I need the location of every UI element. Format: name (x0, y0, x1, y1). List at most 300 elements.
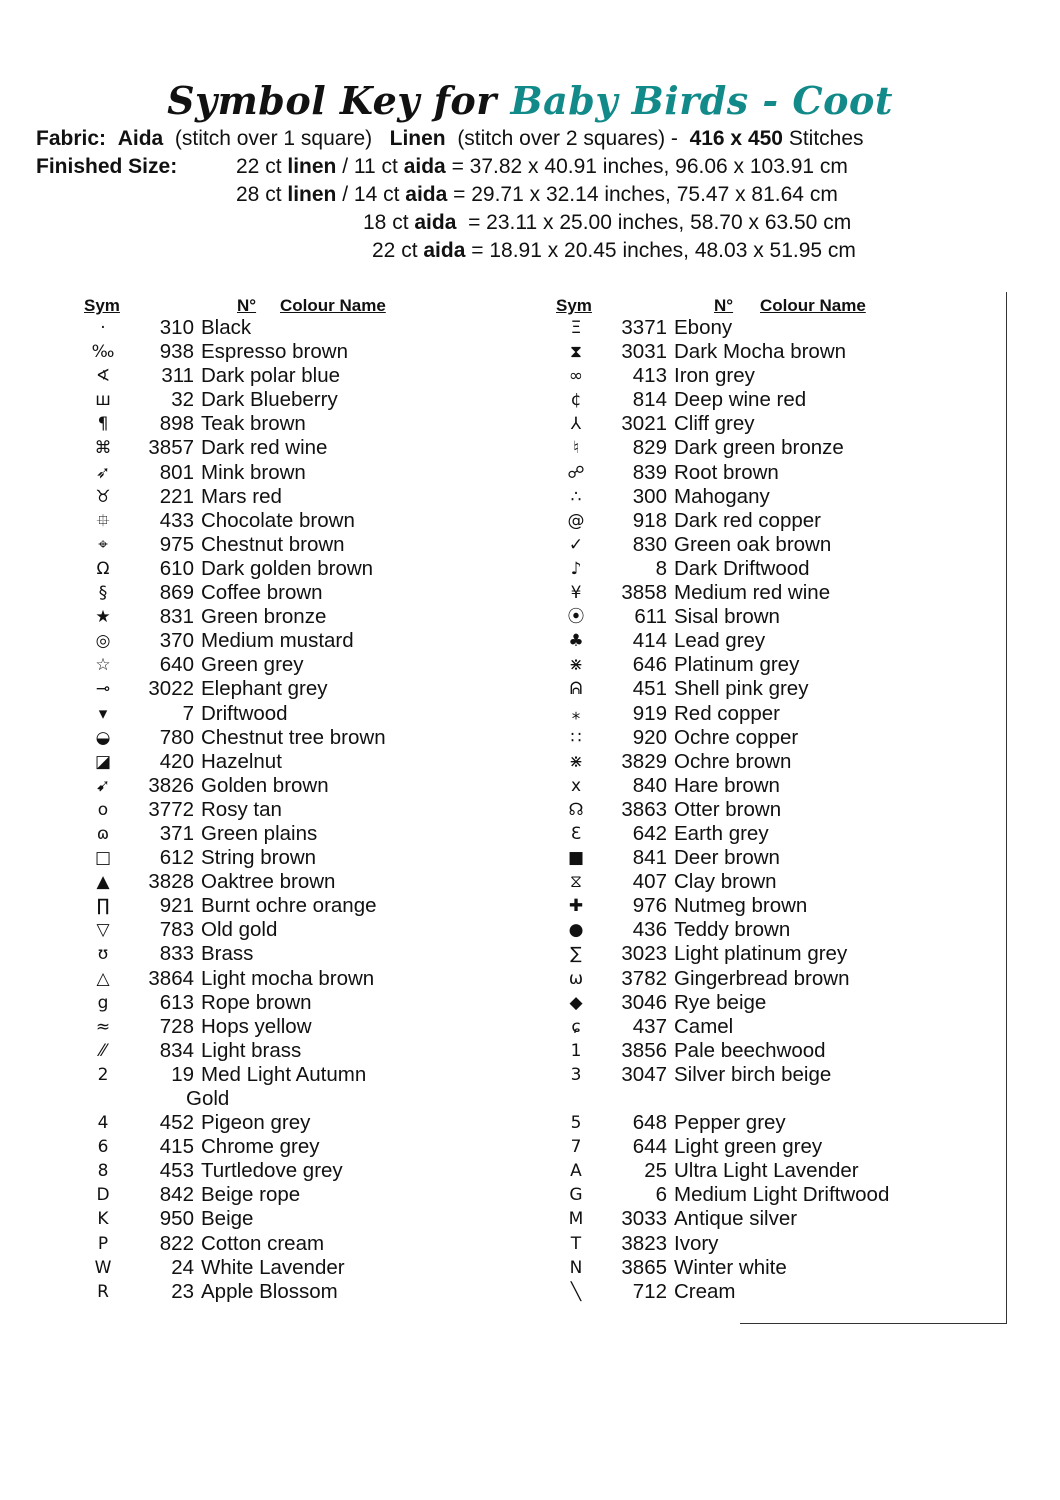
colour-name: Green grey (201, 653, 304, 677)
dmc-number: 3772 (148, 797, 194, 821)
colour-row (78, 1039, 386, 1063)
colour-row (551, 1111, 889, 1135)
colour-name: Cream (674, 1279, 736, 1303)
stitch-symbol: ʊ (97, 944, 109, 965)
colour-row (78, 1135, 386, 1159)
colour-name: Otter brown (674, 797, 782, 821)
dmc-number: 3863 (621, 797, 667, 821)
colour-name: Oaktree brown (201, 870, 336, 894)
stitch-symbol: ♉ (95, 486, 111, 507)
stitch-symbol: ♪ (570, 558, 582, 579)
colour-row (551, 316, 889, 340)
colour-name: Rope brown (201, 990, 312, 1014)
colour-name: Light green grey (674, 1135, 823, 1159)
colour-name: Hare brown (674, 773, 780, 797)
colour-row (551, 1015, 889, 1039)
stitch-symbol: D (96, 1185, 110, 1206)
colour-name: Teak brown (201, 412, 306, 436)
colour-row (551, 1087, 889, 1111)
dmc-number: 840 (632, 773, 667, 797)
dmc-number: 814 (632, 388, 667, 412)
colour-name: Dark Driftwood (674, 556, 810, 580)
stitch-symbol: ♮ (572, 438, 580, 459)
colour-row (551, 1159, 889, 1183)
dmc-number: 712 (632, 1279, 667, 1303)
colour-name: Nutmeg brown (674, 894, 808, 918)
colour-row (551, 581, 889, 605)
dmc-number: 3371 (621, 316, 667, 339)
dmc-number: 612 (159, 846, 194, 870)
colour-name: Medium mustard (201, 629, 354, 653)
dmc-number: 371 (159, 821, 194, 845)
colour-row (78, 388, 386, 412)
dmc-number: 919 (632, 701, 667, 725)
colour-name: Beige rope (201, 1183, 301, 1207)
colour-row (551, 1280, 889, 1304)
colour-name: Light brass (201, 1038, 302, 1062)
dmc-number: 433 (159, 508, 194, 532)
dmc-number: 6 (655, 1183, 667, 1207)
colour-name: Ochre copper (674, 725, 799, 749)
stitch-symbol: △ (96, 968, 110, 989)
dmc-number: 975 (159, 532, 194, 556)
stitch-symbol: ∏ (96, 896, 110, 917)
dmc-number: 32 (171, 388, 194, 412)
colour-row (551, 557, 889, 581)
colour-name: Red copper (674, 701, 780, 725)
stitch-symbol: ⋇ (568, 751, 584, 772)
dmc-number: 938 (159, 340, 194, 364)
colour-row (78, 485, 386, 509)
dmc-number: 950 (159, 1207, 194, 1231)
colour-name: Med Light Autumn (201, 1062, 367, 1086)
colour-name: Deer brown (674, 846, 780, 870)
dmc-number: 310 (159, 316, 194, 339)
colour-row (551, 798, 889, 822)
dmc-number: 3823 (621, 1231, 667, 1255)
colour-name: Sisal brown (674, 605, 780, 629)
dmc-number: 311 (161, 364, 194, 388)
colour-name: Burnt ochre orange (201, 894, 377, 918)
colour-row (78, 677, 386, 701)
dmc-number: 783 (159, 918, 194, 942)
colour-name: Apple Blossom (201, 1279, 338, 1303)
colour-name: Lead grey (674, 629, 766, 653)
dmc-number: 3782 (621, 966, 667, 990)
colour-name: Cliff grey (674, 412, 755, 436)
stitch-symbol: ⯐ (96, 510, 110, 531)
colour-name: Beige (201, 1207, 254, 1231)
stitch-symbol: ✚ (568, 896, 584, 917)
stitch-symbol: ★ (95, 607, 111, 628)
colour-row (78, 605, 386, 629)
dmc-number: 801 (159, 460, 194, 484)
colour-row (78, 533, 386, 557)
stitch-symbol: ⧖ (570, 872, 582, 893)
colour-name: Rosy tan (201, 797, 282, 821)
stitch-symbol: ◒ (95, 727, 111, 748)
finished-size-label: Finished Size: (36, 155, 178, 178)
dmc-number: 221 (159, 484, 194, 508)
colour-row (78, 364, 386, 388)
dmc-number: 646 (632, 653, 667, 677)
colour-name: Turtledove grey (201, 1159, 343, 1183)
colour-row (78, 894, 386, 918)
colour-name: Dark green bronze (674, 436, 844, 460)
stitch-symbol: ☆ (95, 655, 111, 676)
colour-row (551, 1063, 889, 1087)
colour-row (551, 340, 889, 364)
page-title (0, 78, 1060, 123)
dmc-number: 829 (632, 436, 667, 460)
colour-row (78, 942, 386, 966)
stitch-symbol: ш (95, 390, 111, 411)
stitch-symbol: g (97, 992, 109, 1013)
colour-name: Dark red wine (201, 436, 328, 460)
dmc-number: 611 (634, 605, 667, 629)
title-name: Baby Birds - Coot (510, 78, 893, 123)
stitch-symbol: ɷ (96, 823, 110, 844)
colour-row (78, 870, 386, 894)
dmc-number: 415 (159, 1135, 194, 1159)
dmc-number: 898 (159, 412, 194, 436)
stitch-symbol: Ξ (570, 318, 582, 338)
colour-row (78, 412, 386, 436)
stitch-symbol: ➶ (95, 462, 111, 483)
colour-name: Pepper grey (674, 1111, 786, 1135)
colour-name: Ochre brown (674, 749, 792, 773)
colour-row (78, 1087, 386, 1111)
colour-row (551, 1135, 889, 1159)
colour-row (551, 918, 889, 942)
dmc-number: 610 (159, 556, 194, 580)
dmc-number: 3865 (621, 1255, 667, 1279)
stitch-symbol: ⌘ (94, 438, 112, 459)
colour-row (551, 605, 889, 629)
colour-row (551, 894, 889, 918)
colour-row (551, 653, 889, 677)
colour-row (78, 629, 386, 653)
header-sym-left: Sym (84, 296, 120, 315)
colour-row (78, 436, 386, 460)
colour-row (551, 677, 889, 701)
stitch-symbol: x (570, 775, 582, 796)
dmc-number: 300 (632, 484, 667, 508)
dmc-number: 921 (159, 894, 194, 918)
colour-row (551, 629, 889, 653)
dmc-number: 3033 (621, 1207, 667, 1231)
stitch-symbol: ■ (567, 848, 585, 869)
colour-row (78, 557, 386, 581)
dmc-number: 451 (632, 677, 667, 701)
bottom-border-line (740, 1323, 1007, 1324)
stitch-symbol: 2 (97, 1064, 109, 1085)
colour-name: Gold (186, 1087, 230, 1110)
colour-row (551, 967, 889, 991)
colour-row (78, 798, 386, 822)
colour-row (551, 412, 889, 436)
colour-row (78, 1015, 386, 1039)
stitch-symbol: ⦿ (567, 607, 585, 628)
size-line-2: 28 ct linen / 14 ct aida = 29.71 x 32.14 inches, 75.47 x 81.64 cm (236, 183, 838, 206)
dmc-number: 648 (632, 1111, 667, 1135)
colour-name: Green oak brown (674, 532, 832, 556)
stitch-symbol: ‰ (91, 342, 115, 363)
colour-name: Platinum grey (674, 653, 800, 677)
colour-row (78, 316, 386, 340)
colour-row (551, 750, 889, 774)
stitch-symbol: ∢ (95, 366, 111, 387)
colour-name: Mink brown (201, 460, 306, 484)
dmc-number: 869 (159, 581, 194, 605)
stitch-symbol: ⌖ (98, 534, 108, 555)
dmc-number: 841 (632, 846, 667, 870)
colour-name: Chrome grey (201, 1135, 320, 1159)
colour-name: Espresso brown (201, 340, 348, 364)
stitch-symbol: R (97, 1281, 109, 1302)
stitch-symbol: ∞ (568, 366, 584, 387)
stitch-symbol: 3 (570, 1064, 582, 1085)
dmc-number: 3828 (148, 870, 194, 894)
stitch-symbol: ╲ (570, 1281, 582, 1302)
colour-name: Black (201, 316, 252, 339)
stitch-symbol: G (569, 1185, 583, 1206)
stitch-symbol: ◆ (569, 992, 583, 1013)
colour-row (551, 533, 889, 557)
colour-name: Hazelnut (201, 749, 282, 773)
dmc-number: 436 (632, 918, 667, 942)
dmc-number: 728 (159, 1014, 194, 1038)
stitch-symbol: ▾ (98, 703, 108, 724)
colour-name: Old gold (201, 918, 278, 942)
colour-name: Dark red copper (674, 508, 821, 532)
stitch-symbol: 7 (570, 1137, 582, 1158)
stitch-symbol: ≈ (95, 1016, 111, 1037)
colour-name: Camel (674, 1014, 734, 1038)
dmc-number: 19 (171, 1062, 194, 1086)
stitch-symbol: T (570, 1233, 582, 1254)
stitch-symbol: 8 (97, 1161, 109, 1182)
dmc-number: 3022 (148, 677, 194, 701)
stitch-symbol: ⁄⁄ (100, 1040, 106, 1061)
colour-name: Light platinum grey (674, 942, 848, 966)
stitch-symbol: ☊ (568, 799, 584, 820)
colour-name: White Lavender (201, 1255, 345, 1279)
right-colour-list (551, 316, 889, 1304)
colour-name: Clay brown (674, 870, 777, 894)
colour-row (78, 846, 386, 870)
stitch-symbol: ∷ (570, 727, 582, 748)
colour-name: Mars red (201, 484, 282, 508)
stitch-symbol: Ω (96, 558, 110, 579)
stitch-symbol: Ɛ (570, 823, 582, 844)
stitch-symbol: 5 (570, 1113, 582, 1134)
stitch-symbol: ▽ (96, 920, 110, 941)
dmc-number: 3031 (621, 340, 667, 364)
colour-name: Ultra Light Lavender (674, 1159, 859, 1183)
dmc-number: 24 (171, 1255, 194, 1279)
colour-row (78, 1063, 386, 1087)
colour-row (78, 653, 386, 677)
colour-row (551, 991, 889, 1015)
dmc-number: 453 (159, 1159, 194, 1183)
colour-name: Dark Mocha brown (674, 340, 847, 364)
header-num-left: N° (237, 296, 257, 315)
stitch-symbol: ⊸ (95, 679, 111, 700)
colour-row (78, 581, 386, 605)
size-line-4: 22 ct aida = 18.91 x 20.45 inches, 48.03 x 51.95 cm (372, 239, 856, 262)
stitch-symbol: ¶ (97, 414, 109, 435)
colour-name: Mahogany (674, 484, 770, 508)
fabric-line: Fabric: Aida (stitch over 1 square) Linen (stitch over 2 squares) - 416 x 450 Stitches (36, 127, 864, 150)
colour-row (551, 388, 889, 412)
colour-row (78, 918, 386, 942)
dmc-number: 7 (182, 701, 194, 725)
stitch-symbol: 6 (97, 1137, 109, 1158)
colour-name: Earth grey (674, 821, 769, 845)
header-name-left: Colour Name (280, 296, 386, 315)
stitch-symbol: A (570, 1161, 582, 1182)
colour-row (551, 364, 889, 388)
colour-name: Green plains (201, 821, 318, 845)
colour-name: Cotton cream (201, 1231, 325, 1255)
colour-row (551, 461, 889, 485)
stitch-symbol: ◎ (95, 631, 111, 652)
dmc-number: 842 (159, 1183, 194, 1207)
dmc-number: 3047 (621, 1062, 667, 1086)
dmc-number: 976 (632, 894, 667, 918)
colour-row (551, 846, 889, 870)
colour-name: Dark golden brown (201, 556, 374, 580)
dmc-number: 3023 (621, 942, 667, 966)
stitch-symbol: ☍ (567, 462, 585, 483)
colour-row (78, 991, 386, 1015)
dmc-number: 833 (159, 942, 194, 966)
colour-row (78, 1256, 386, 1280)
colour-row (551, 822, 889, 846)
dmc-number: 642 (632, 821, 667, 845)
title-prefix: Symbol Key for (167, 78, 511, 123)
dmc-number: 3856 (621, 1038, 667, 1062)
stitch-symbol: □ (94, 848, 112, 869)
dmc-number: 3829 (621, 749, 667, 773)
dmc-number: 834 (159, 1038, 194, 1062)
colour-name: Rye beige (674, 990, 767, 1014)
stitch-symbol: 4 (97, 1113, 109, 1134)
stitch-symbol: ᕱ (569, 679, 583, 700)
stitch-symbol: ¢ (570, 390, 582, 411)
dmc-number: 831 (159, 605, 194, 629)
colour-name: Golden brown (201, 773, 329, 797)
dmc-number: 822 (159, 1231, 194, 1255)
stitch-symbol: ● (568, 920, 584, 941)
colour-row (551, 870, 889, 894)
stitch-symbol: M (568, 1209, 584, 1230)
colour-row (78, 340, 386, 364)
colour-name: Shell pink grey (674, 677, 809, 701)
colour-row (78, 822, 386, 846)
dmc-number: 640 (159, 653, 194, 677)
colour-row (551, 1039, 889, 1063)
stitch-symbol: ∑ (570, 944, 582, 965)
dmc-number: 420 (159, 749, 194, 773)
stitch-symbol: ∴ (570, 486, 582, 507)
colour-row (551, 1207, 889, 1231)
colour-row (78, 1280, 386, 1304)
header-name-right: Colour Name (760, 296, 866, 315)
colour-name: Silver birch beige (674, 1062, 832, 1086)
stitch-symbol: ⧗ (570, 342, 582, 363)
colour-name: Hops yellow (201, 1014, 312, 1038)
stitch-symbol: ⅄ (570, 414, 582, 435)
colour-name: Root brown (674, 460, 779, 484)
colour-row (78, 509, 386, 533)
colour-name: Light mocha brown (201, 966, 375, 990)
colour-row (551, 509, 889, 533)
colour-name: Dark polar blue (201, 364, 341, 388)
colour-name: Pale beechwood (674, 1038, 826, 1062)
dmc-number: 839 (632, 460, 667, 484)
dmc-number: 3857 (148, 436, 194, 460)
colour-row (551, 702, 889, 726)
colour-row (551, 774, 889, 798)
colour-row (78, 702, 386, 726)
colour-name: Teddy brown (674, 918, 791, 942)
colour-name: Chocolate brown (201, 508, 355, 532)
colour-name: Ebony (674, 316, 733, 339)
dmc-number: 613 (159, 990, 194, 1014)
stitch-symbol: o (97, 799, 109, 820)
dmc-number: 452 (159, 1111, 194, 1135)
dmc-number: 23 (171, 1279, 194, 1303)
colour-name: Winter white (674, 1255, 787, 1279)
stitch-symbol: · (100, 318, 106, 338)
colour-row (551, 1256, 889, 1280)
dmc-number: 3826 (148, 773, 194, 797)
colour-row (551, 485, 889, 509)
colour-row (78, 1232, 386, 1256)
colour-name: Ivory (674, 1231, 719, 1255)
stitch-symbol: N (569, 1257, 583, 1278)
stitch-symbol: ♣ (568, 631, 584, 652)
header-num-right: N° (714, 296, 734, 315)
dmc-number: 8 (655, 556, 667, 580)
stitch-symbol: ➹ (95, 775, 111, 796)
stitch-symbol: ɕ (571, 1016, 581, 1037)
stitch-symbol: ▲ (96, 872, 110, 893)
dmc-number: 780 (159, 725, 194, 749)
right-border-line (1006, 292, 1007, 1324)
dmc-number: 3046 (621, 990, 667, 1014)
stitch-symbol: W (94, 1257, 112, 1278)
colour-name: Driftwood (201, 701, 288, 725)
stitch-symbol: ¥ (570, 583, 582, 604)
colour-name: Coffee brown (201, 581, 323, 605)
colour-row (78, 1111, 386, 1135)
colour-name: Chestnut tree brown (201, 725, 386, 749)
colour-name: Gingerbread brown (674, 966, 850, 990)
stitch-symbol: K (97, 1209, 109, 1230)
colour-name: Pigeon grey (201, 1111, 311, 1135)
colour-row (551, 1232, 889, 1256)
stitch-symbol: § (98, 583, 108, 604)
dmc-number: 370 (159, 629, 194, 653)
colour-row (551, 436, 889, 460)
stitch-symbol: P (97, 1233, 109, 1254)
stitch-symbol: ◪ (94, 751, 112, 772)
header-sym-right: Sym (556, 296, 592, 315)
stitch-symbol: @ (567, 510, 585, 531)
